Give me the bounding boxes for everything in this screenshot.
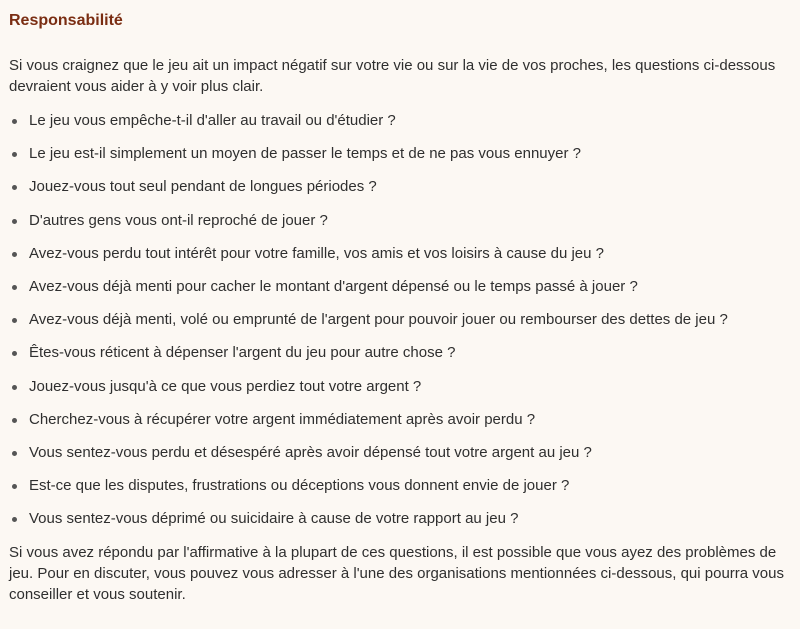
question-text: D'autres gens vous ont-il reproché de jouer ? — [29, 211, 328, 229]
question-item — [9, 244, 790, 264]
question-item — [9, 277, 790, 297]
question-text: Cherchez-vous à récupérer votre argent immédiatement après avoir perdu ? — [29, 410, 536, 428]
bullet-icon — [12, 418, 17, 423]
bullet-icon — [12, 152, 17, 157]
question-item — [9, 443, 790, 463]
bullet-icon — [12, 451, 17, 456]
bullet-icon — [12, 484, 17, 489]
bullet-icon — [12, 119, 17, 124]
bullet-icon — [12, 351, 17, 356]
question-item — [9, 211, 790, 231]
question-item — [9, 377, 790, 397]
question-item — [9, 410, 790, 430]
bullet-icon — [12, 285, 17, 290]
question-text: Avez-vous déjà menti, volé ou emprunté de l'argent pour pouvoir jouer ou rembourser des dettes de jeu ? — [29, 311, 728, 329]
question-text: Le jeu est-il simplement un moyen de passer le temps et de ne pas vous ennuyer ? — [29, 145, 581, 163]
bullet-icon — [12, 318, 17, 323]
intro-paragraph: Si vous craignez que le jeu ait un impact négatif sur votre vie ou sur la vie de vos proches, les questions ci-dessous devraient vous aider à y voir plus clair. — [9, 57, 776, 95]
question-text: Jouez-vous tout seul pendant de longues périodes ? — [29, 178, 377, 196]
section-title: Responsabilité — [9, 12, 123, 29]
question-item — [9, 476, 790, 496]
outro-paragraph: Si vous avez répondu par l'affirmative à la plupart de ces questions, il est possible que vous ayez des problèmes de jeu. Pour en discuter, vous pouvez vous adresser à l'une des organisations mentionnées ci-dessous, qui pourra vous conseiller et vous soutenir. — [9, 544, 784, 604]
question-item — [9, 343, 790, 363]
question-item — [9, 177, 790, 197]
question-item — [9, 509, 790, 529]
question-item — [9, 144, 790, 164]
bullet-icon — [12, 252, 17, 257]
question-text: Jouez-vous jusqu'à ce que vous perdiez tout votre argent ? — [29, 377, 422, 395]
bullet-icon — [12, 185, 17, 190]
questions-list — [9, 111, 790, 529]
question-item — [9, 310, 790, 330]
bullet-icon — [12, 517, 17, 522]
question-text: Vous sentez-vous déprimé ou suicidaire à cause de votre rapport au jeu ? — [29, 510, 519, 528]
question-text: Est-ce que les disputes, frustrations ou déceptions vous donnent envie de jouer ? — [29, 477, 570, 495]
question-text: Vous sentez-vous perdu et désespéré après avoir dépensé tout votre argent au jeu ? — [29, 443, 592, 461]
question-text: Avez-vous déjà menti pour cacher le montant d'argent dépensé ou le temps passé à jouer ? — [29, 277, 638, 295]
question-text: Le jeu vous empêche-t-il d'aller au travail ou d'étudier ? — [29, 112, 396, 129]
question-item — [9, 111, 790, 131]
bullet-icon — [12, 385, 17, 390]
bullet-icon — [12, 219, 17, 224]
question-text: Êtes-vous réticent à dépenser l'argent du jeu pour autre chose ? — [29, 344, 456, 362]
question-text: Avez-vous perdu tout intérêt pour votre famille, vos amis et vos loisirs à cause du jeu ? — [29, 244, 605, 262]
